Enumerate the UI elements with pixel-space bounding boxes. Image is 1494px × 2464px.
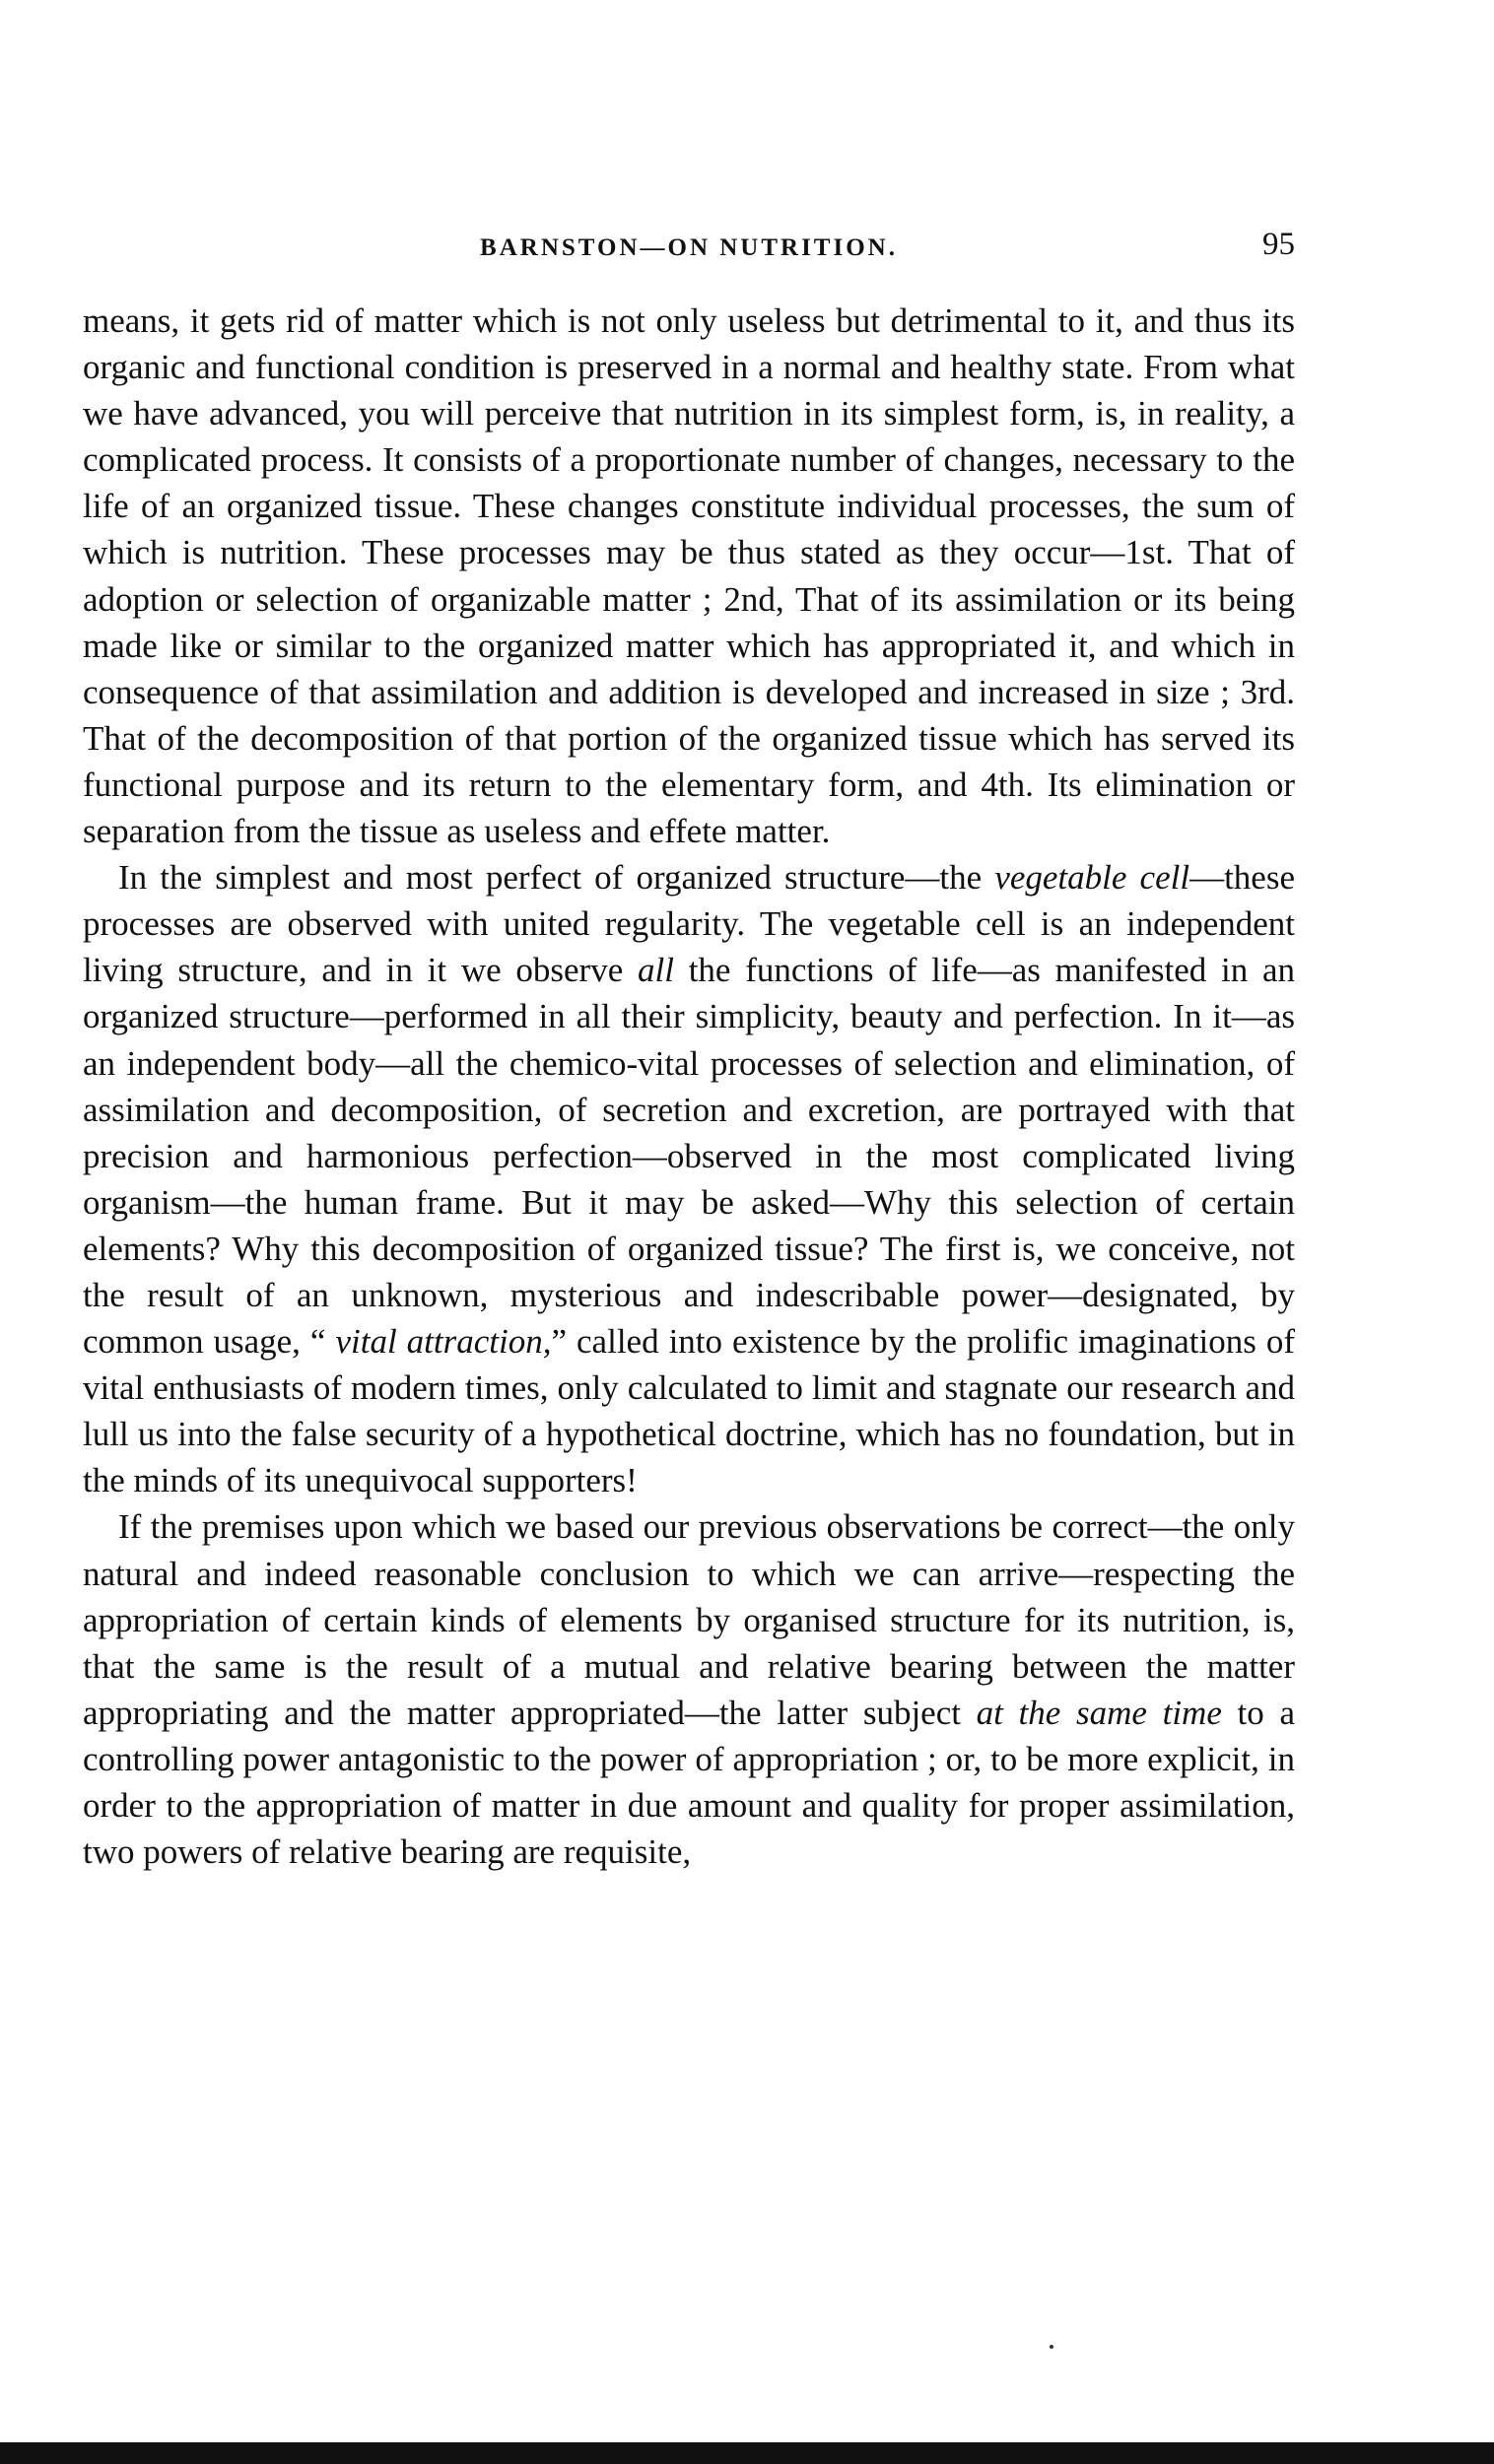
italic-vital-attraction: vital attraction, [335,1322,552,1362]
paragraph-3-text-c: to a controlling power antagonistic to the power of appropriation ; or, to be more explicit, in order to the appropriation of matter in due amount and quality for proper assimilation, two powers of relative bearing are requisite, [83,1693,1295,1872]
paragraph-3-text-a: If the premises upon which we based our previous observations be correct—the only natural and indeed reasonable conclusion to which we can arrive—respecting the appropriation of certain kinds of elements by organised structure for its nutrition, is, that the same is the result of a mutual and relative bearing between the matter appropriating and the matter appropriated—the latter subject [83,1507,1295,1732]
paragraph-2-text-e: the functions of life—as manifested in an organized structure—performed in all their simplicity, beauty and perfection. In it—as an independent body—all the chemico-vital processes of selection and elimination, of assimilation and decomposition, of secretion and excretion, are portrayed with that precision and harmonious perfection—observed in the most complicated living organism—the human frame. But it may be asked—Why this selection of certain elements? Why this decomposition of organized tissue? The first is, we conceive, not the result of an unknown, mysterious and indescribable power—designated, by common usage, “ [83,951,1295,1362]
italic-vegetable-cell: vegetable cell [994,858,1190,898]
print-speck [1050,2345,1053,2349]
paragraph-2-text-a: In the simplest and most perfect of organized structure—the [118,858,995,898]
italic-at-the-same-time: at the same time [976,1693,1222,1732]
page-number: 95 [1262,227,1295,262]
running-head [83,227,1295,266]
paragraph-2-text-c: —these processes are observed with united regularity. The vegetable cell is an independent living structure, and in it we observe [83,858,1295,990]
paragraph-1: means, it gets rid of matter which is not only useless but detrimental to it, and thus its organic and functional condition is preserved in a normal and healthy state. From what we have advanced, you will perceive that nutrition in its simplest form, is, in reality, a complicated process. It consists of a proportionate number of changes, necessary to the life of an organized tissue. These changes constitute individual processes, the sum of which is nutrition. These processes may be thus stated as they occur—1st. That of adoption or selection of organizable matter ; 2nd, That of its assimilation or its being made like or similar to the organized matter which has appropriated it, and which in consequence of that assimilation and addition is developed and increased in size ; 3rd. That of the decomposition of that portion of the organized tissue which has served its functional purpose and its return to the elementary form, and 4th. Its elimination or separation from the tissue as useless and effete matter. [83,301,1295,851]
paragraph-2-text-g: ” called into existence by the prolific imaginations of vital enthusiasts of modern times, only calculated to limit and stagnate our research and lull us into the false security of a hypothetical doctrine, which has no foundation, but in the minds of its unequivocal supporters! [83,1322,1295,1500]
running-title: BARNSTON—ON NUTRITION. [480,234,898,261]
italic-all: all [638,951,674,990]
paragraph-3 [83,1503,1295,1875]
scan-edge-bar [0,2442,1494,2464]
body-text [83,298,1295,1875]
paragraph-2 [83,854,1295,1503]
